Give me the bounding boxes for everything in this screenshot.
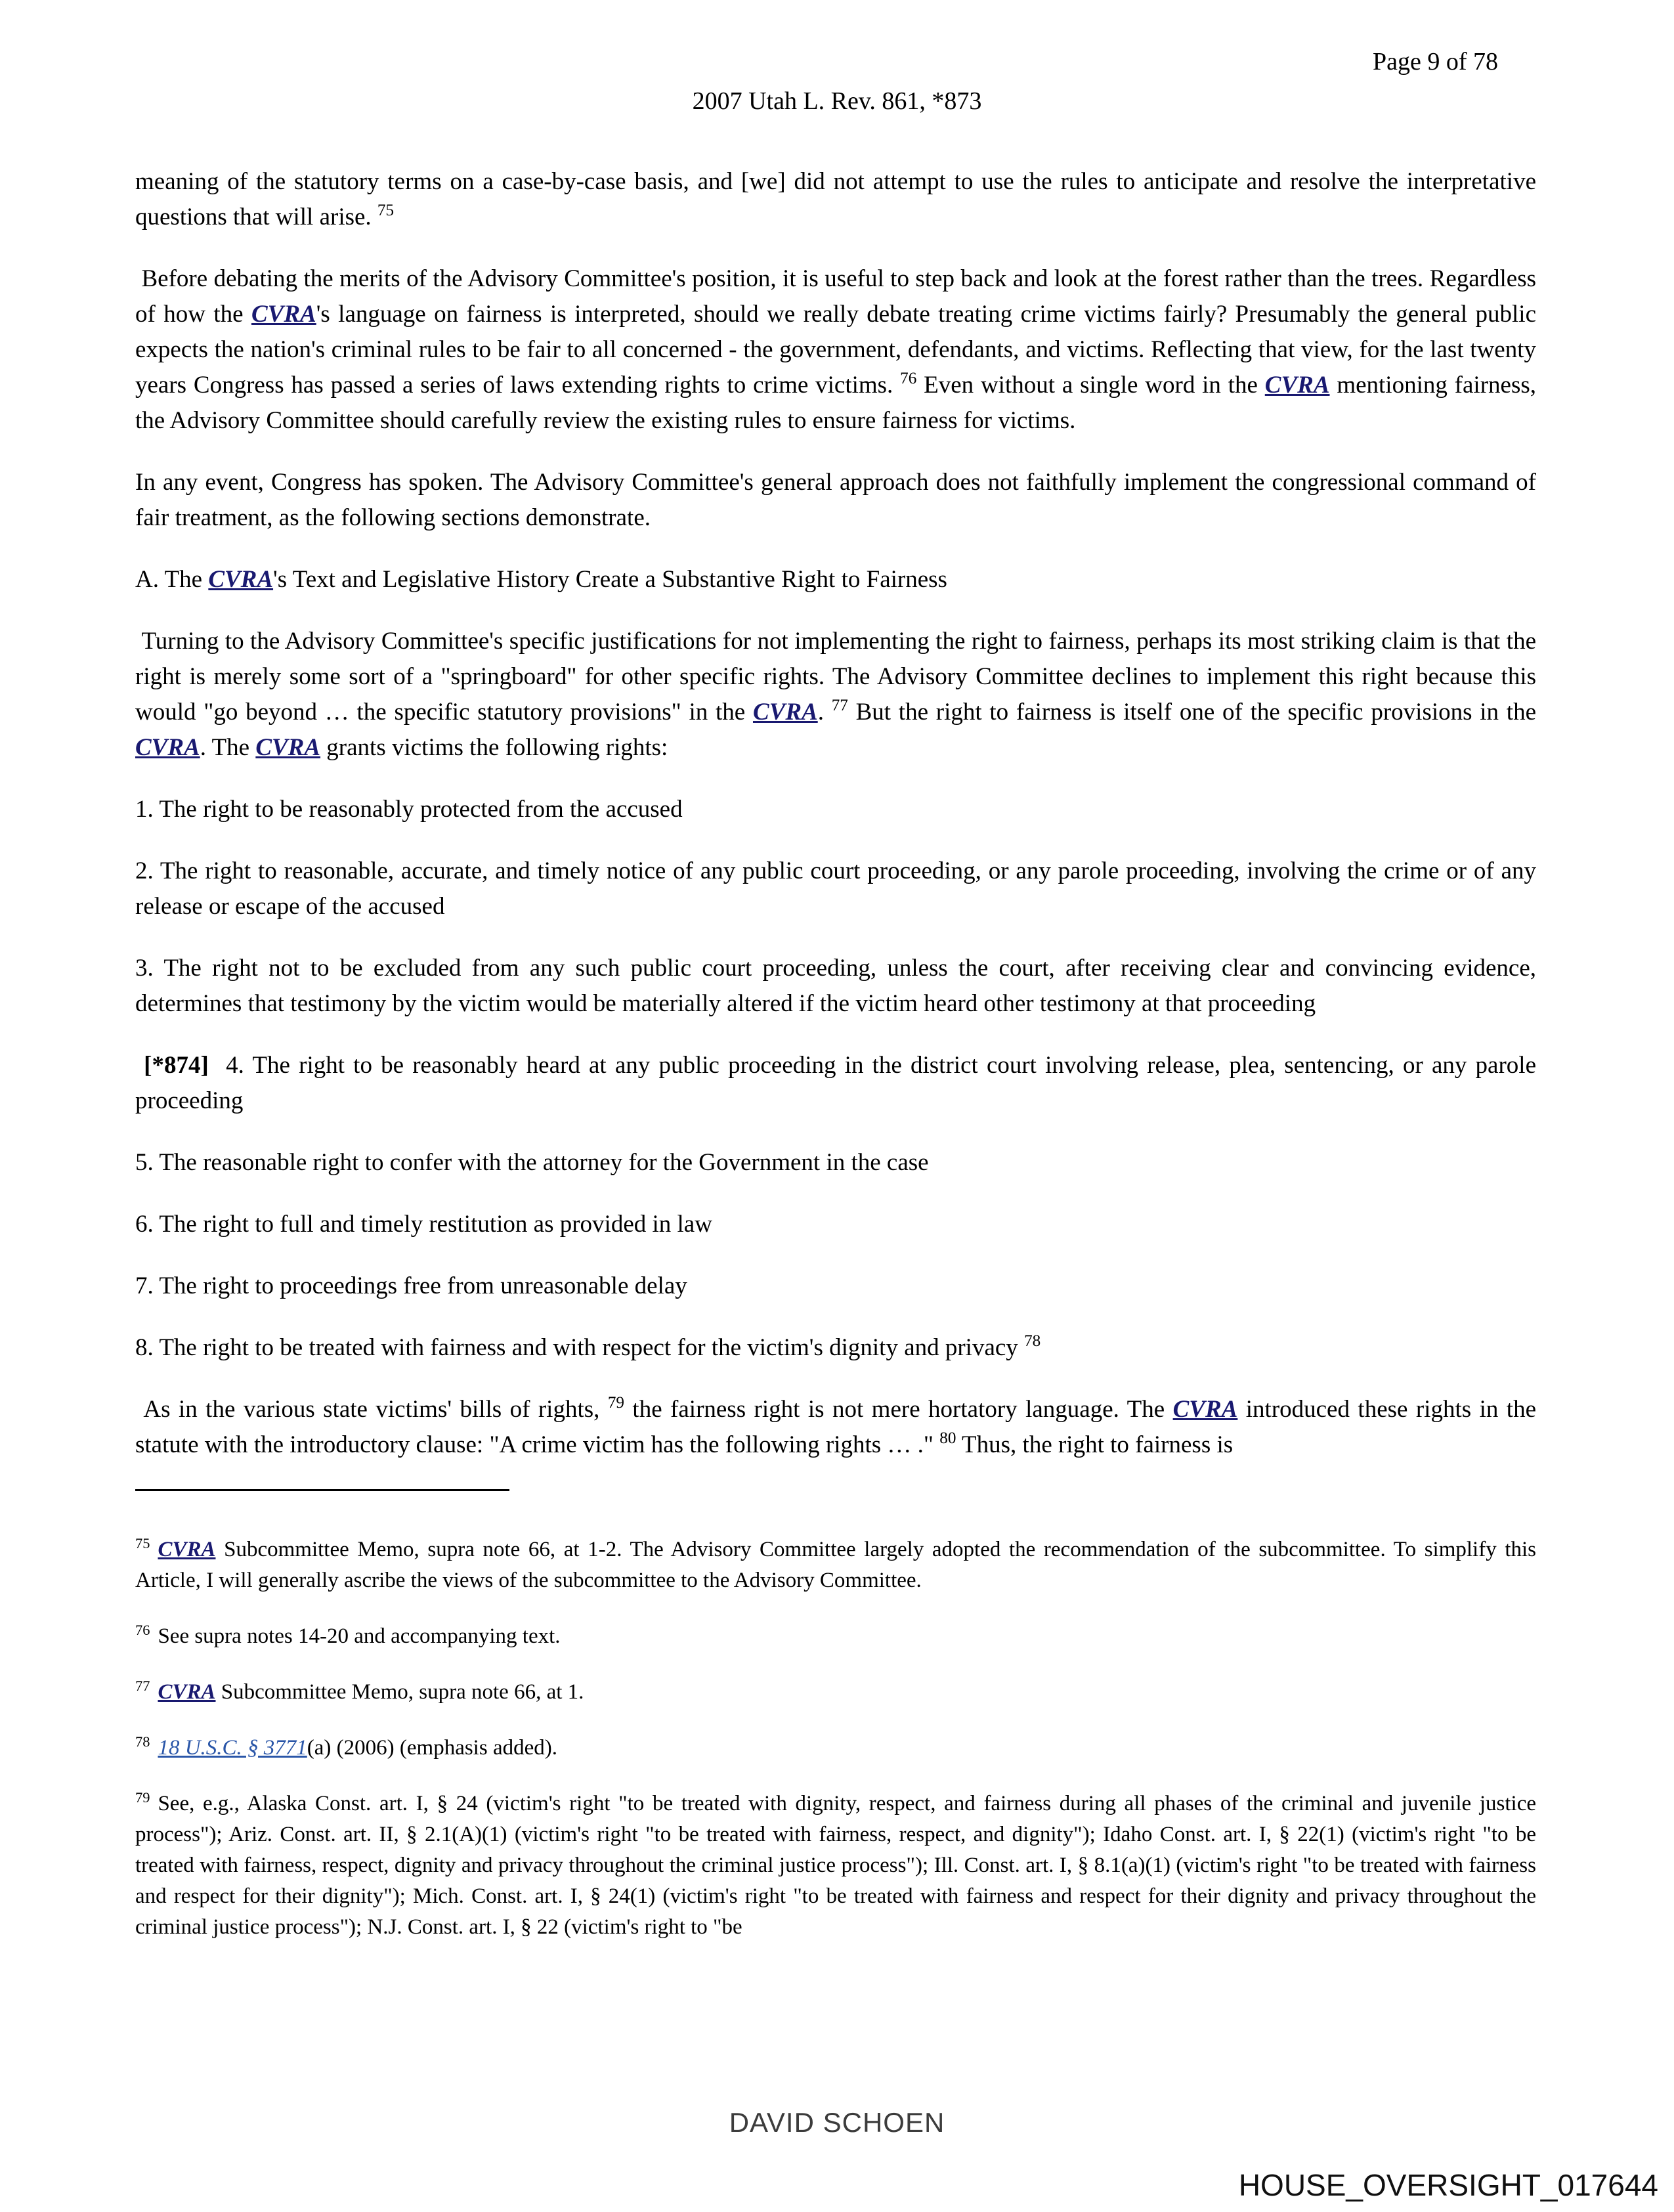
text-run: Turning to the Advisory Committee's specific justifications for not implementing the right to fairness, perhaps its most striking claim is that the right is merely some sort of a "springboard" for other specific rights. The Advisory Committee declines to implement this right because this would "go beyond … the specific statutory provisions" in the xyxy=(135,628,1536,726)
cvra-link[interactable]: CVRA xyxy=(1264,372,1330,399)
text-run: 's Text and Legislative History Create a Substantive Right to Fairness xyxy=(273,566,947,593)
body-paragraph xyxy=(135,261,1536,439)
cvra-link[interactable]: CVRA xyxy=(1172,1396,1238,1423)
text-run: introduced these rights in the statute with the introductory clause: "A crime victim has the following rights … ." xyxy=(135,1396,1536,1458)
footnote-ref: 79 xyxy=(607,1394,624,1412)
text-run: the fairness right is not mere hortatory language. The xyxy=(624,1396,1173,1423)
footnote-ref: 77 xyxy=(831,697,848,715)
text-run: . The xyxy=(200,734,256,761)
cvra-link[interactable]: CVRA xyxy=(158,1538,216,1561)
list-item xyxy=(135,1207,1536,1242)
cvra-link[interactable]: CVRA xyxy=(158,1680,216,1704)
bold-text: [*874] xyxy=(135,1052,209,1079)
text-run: A. The xyxy=(135,566,209,593)
text-run: 's language on fairness is interpreted, should we really debate treating crime victims fairly? Presumably the general public expects the nation's criminal rules to be fair to all concerned - the government, defendants, and victims. Reflecting that view, for the last twenty years Congress has passed a series of laws extending rights to crime victims. xyxy=(135,301,1537,399)
footnote-75 xyxy=(135,1534,1536,1596)
list-item xyxy=(135,1269,1536,1304)
page-indicator: Page 9 of 78 xyxy=(1372,48,1498,76)
text-run: 4. The right to be reasonably heard at any public proceeding in the district court involving release, plea, sentencing, or any parole proceeding xyxy=(135,1052,1536,1114)
text-run: . xyxy=(817,699,832,726)
body-paragraph xyxy=(135,465,1536,536)
statute-link[interactable]: 18 U.S.C. § 3771 xyxy=(158,1736,307,1760)
list-item xyxy=(135,1145,1536,1181)
bates-number: HOUSE_OVERSIGHT_017644 xyxy=(1238,2168,1658,2202)
text-run: 1. The right to be reasonably protected from the accused xyxy=(135,796,683,823)
footnote-ref: 76 xyxy=(900,370,917,388)
footnotes-section xyxy=(135,1534,1536,1943)
list-item xyxy=(135,854,1536,924)
cvra-link[interactable]: CVRA xyxy=(135,734,200,761)
footnote-ref: 75 xyxy=(377,202,395,220)
text-run: Even without a single word in the xyxy=(916,372,1265,399)
footnote-79 xyxy=(135,1789,1536,1943)
list-item xyxy=(135,792,1536,827)
footnote-ref: 78 xyxy=(1024,1332,1041,1351)
text-run: Before debating the merits of the Advisory Committee's position, it is useful to step back and look at the forest rather than the trees. Regardless of how the xyxy=(135,265,1536,328)
text-run: 8. The right to be treated with fairness and with respect for the victim's dignity and privacy xyxy=(135,1334,1025,1361)
footnote-ref: 80 xyxy=(939,1429,956,1448)
section-heading xyxy=(135,562,1536,597)
text-run: See supra notes 14-20 and accompanying text. xyxy=(158,1624,561,1648)
footer-author: DAVID SCHOEN xyxy=(729,2107,945,2138)
text-run: 7. The right to proceedings free from unreasonable delay xyxy=(135,1272,687,1299)
text-run: As in the various state victims' bills of rights, xyxy=(135,1396,608,1423)
text-run: grants victims the following rights: xyxy=(320,734,668,761)
footnote-76 xyxy=(135,1621,1536,1652)
text-run: 5. The reasonable right to confer with the attorney for the Government in the case xyxy=(135,1149,929,1176)
citation-header: 2007 Utah L. Rev. 861, *873 xyxy=(692,87,982,115)
footnote-number: 75 xyxy=(135,1534,150,1551)
text-run: (a) (2006) (emphasis added). xyxy=(307,1736,557,1760)
text-run: In any event, Congress has spoken. The Advisory Committee's general approach does not faithfully implement the congressional command of fair treatment, as the following sections demonstrate. xyxy=(135,469,1536,531)
list-item xyxy=(135,951,1536,1022)
cvra-link[interactable]: CVRA xyxy=(255,734,321,761)
cvra-link[interactable]: CVRA xyxy=(251,301,316,328)
body-paragraph xyxy=(135,164,1536,235)
text-run: 2. The right to reasonable, accurate, and timely notice of any public court proceeding, or any parole proceeding, involving the crime or of any release or escape of the accused xyxy=(135,857,1536,920)
footnote-number: 76 xyxy=(135,1621,150,1638)
list-item xyxy=(135,1330,1536,1366)
footnote-78 xyxy=(135,1733,1536,1764)
footnote-separator xyxy=(135,1489,509,1491)
text-run: 3. The right not to be excluded from any such public court proceeding, unless the court, after receiving clear and convincing evidence, determines that testimony by the victim would be materially altered if the victim heard other testimony at that proceeding xyxy=(135,955,1536,1017)
text-run: mentioning fairness, the Advisory Committee should carefully review the existing rules to ensure fairness for victims. xyxy=(135,372,1537,434)
text-run: 6. The right to full and timely restitution as provided in law xyxy=(135,1211,712,1238)
footnote-number: 79 xyxy=(135,1789,150,1806)
document-body xyxy=(135,164,1536,1463)
footnote-number: 78 xyxy=(135,1733,150,1750)
text-run: Subcommittee Memo, supra note 66, at 1. xyxy=(215,1680,584,1704)
footnote-77 xyxy=(135,1677,1536,1708)
list-item xyxy=(135,1048,1536,1119)
text-run: Thus, the right to fairness is xyxy=(956,1431,1234,1458)
cvra-link[interactable]: CVRA xyxy=(752,699,818,726)
text-run: Subcommittee Memo, supra note 66, at 1-2. The Advisory Committee largely adopted the recommendation of the subcommittee. To simplify this Article, I will generally ascribe the views of the subcommittee to the Advisory Committee. xyxy=(135,1538,1536,1592)
text-run: But the right to fairness is itself one of the specific provisions in the xyxy=(848,699,1536,726)
text-run: See, e.g., Alaska Const. art. I, § 24 (victim's right "to be treated with dignity, respect, and fairness during all phases of the criminal and juvenile justice process"); Ariz. Const. art. II, § 2.1(A)(1) (victim's right "to be treated with fairness, respect, and dignity"); Idaho Const. art. I, § 22(1) (victim's right "to be treated with fairness, respect, dignity and privacy throughout the criminal justice process"); Ill. Const. art. I, § 8.1(a)(1) (victim's right "to be treated with fairness and respect for their dignity"); Mich. Const. art. I, § 24(1) (victim's right "to be treated with fairness and respect for their dignity and privacy throughout the criminal justice process"); N.J. Const. art. I, § 22 (victim's right to "be xyxy=(135,1792,1536,1939)
cvra-link[interactable]: CVRA xyxy=(208,566,274,593)
text-run: meaning of the statutory terms on a case-by-case basis, and [we] did not attempt to use the rules to anticipate and resolve the interpretative questions that will arise. xyxy=(135,168,1536,230)
body-paragraph xyxy=(135,624,1536,766)
body-paragraph xyxy=(135,1392,1536,1463)
footnote-number: 77 xyxy=(135,1677,150,1694)
